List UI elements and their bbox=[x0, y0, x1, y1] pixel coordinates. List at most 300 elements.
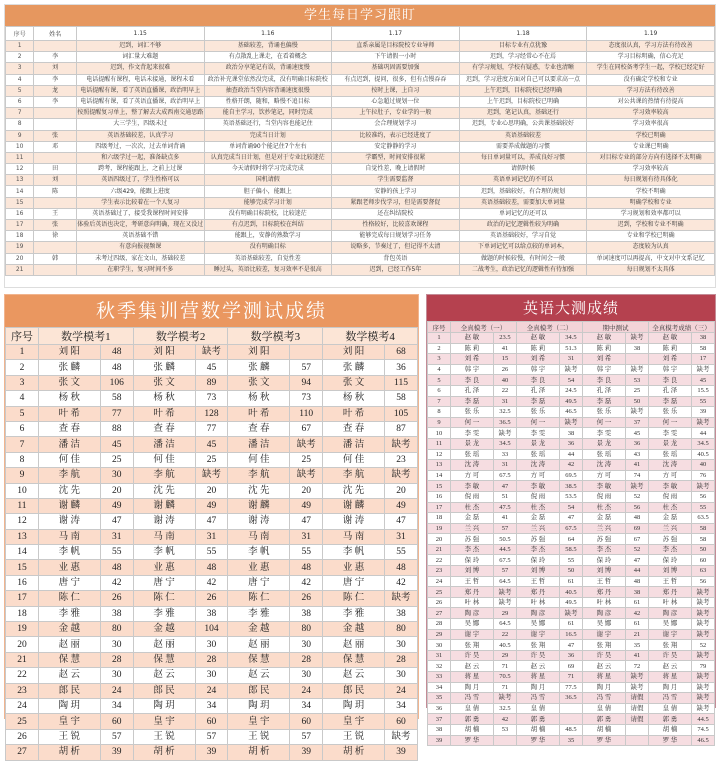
table-cell: 44.5 bbox=[494, 544, 517, 555]
table-cell: 英语四级过了，学生性格可以 bbox=[76, 175, 204, 186]
table-cell: 71 bbox=[494, 661, 517, 672]
table-cell: 缺考 bbox=[692, 682, 715, 693]
table-cell: 没有明确目标院校，比较迷茫 bbox=[204, 208, 332, 219]
table-cell: 缺考 bbox=[195, 468, 228, 483]
table-cell: 31 bbox=[290, 529, 323, 544]
table-cell: 王 锐 bbox=[228, 729, 290, 744]
table-cell: 英语基础过了，接受我课程时间安排 bbox=[76, 208, 204, 219]
table-row bbox=[6, 591, 418, 606]
table-cell: 20 bbox=[385, 483, 418, 498]
table-cell: 30 bbox=[100, 668, 133, 683]
table-cell: 55 bbox=[692, 502, 715, 513]
table-cell: 10 bbox=[428, 428, 451, 439]
table-cell: 安静的孩上学习 bbox=[332, 186, 460, 197]
table-cell: 缺考 bbox=[692, 693, 715, 704]
table-cell: 上午拉肚子，专业学的一般 bbox=[332, 108, 460, 119]
table-row bbox=[428, 333, 715, 344]
table-row bbox=[6, 529, 418, 544]
table-row bbox=[428, 481, 715, 492]
table-cell: 迟到，基础较好，有合理的规划 bbox=[459, 186, 587, 197]
table-cell: 张 乐 bbox=[516, 407, 559, 418]
table-cell: 潘 洁 bbox=[228, 437, 290, 452]
table-cell bbox=[560, 703, 583, 714]
table-cell: 体验后英语也决定，考研意向明确，现在又没过 bbox=[76, 220, 204, 231]
table-row bbox=[6, 406, 418, 421]
table-cell: 47 bbox=[290, 514, 323, 529]
table-cell: 李 帆 bbox=[133, 545, 195, 560]
table-cell: 唐 宁 bbox=[38, 575, 100, 590]
table-cell: 李 雯 bbox=[516, 428, 559, 439]
header-cell: 数学模考1 bbox=[38, 328, 133, 345]
table-cell: 34.5 bbox=[560, 333, 583, 344]
table-cell: 陶 月 bbox=[516, 682, 559, 693]
table-cell: 42 bbox=[100, 575, 133, 590]
table-cell: 苏 强 bbox=[450, 534, 493, 545]
table-cell: 王 哲 bbox=[450, 576, 493, 587]
table-cell: 1 bbox=[6, 345, 39, 360]
table-cell: 李 航 bbox=[38, 468, 100, 483]
table-row bbox=[6, 63, 715, 74]
table-cell: 苏 强 bbox=[516, 534, 559, 545]
table-row bbox=[6, 622, 418, 637]
table-cell: 专业和学校已明确 bbox=[587, 231, 715, 242]
table-cell: 孔 泽 bbox=[582, 385, 625, 396]
table-cell: 1 bbox=[428, 333, 451, 344]
table-cell: 22 bbox=[6, 668, 39, 683]
table-cell: 罗 华 bbox=[450, 735, 493, 746]
table-cell: 陶 月 bbox=[648, 682, 691, 693]
table-cell: 60 bbox=[195, 714, 228, 729]
table-cell: 自觉性差，晚上请假时 bbox=[332, 164, 460, 175]
table-cell: 25 bbox=[290, 452, 323, 467]
table-row bbox=[6, 345, 418, 360]
table-cell: 有点迟到，提问，很多，但有点慢吞吞 bbox=[332, 74, 460, 85]
table-cell: 许 昊 bbox=[516, 650, 559, 661]
table-cell: 9 bbox=[428, 417, 451, 428]
table-cell: 赵 云 bbox=[38, 668, 100, 683]
table-cell bbox=[626, 724, 649, 735]
table-cell: 金 磊 bbox=[516, 513, 559, 524]
table-cell: 金 磊 bbox=[648, 513, 691, 524]
table-cell: 金 越 bbox=[38, 622, 100, 637]
table-cell: 24 bbox=[6, 698, 39, 713]
table-cell: 缺考 bbox=[290, 437, 323, 452]
table-cell: 15 bbox=[494, 354, 517, 365]
table-row bbox=[6, 197, 715, 208]
table-cell: 谢 宇 bbox=[648, 629, 691, 640]
table-cell: 31 bbox=[494, 460, 517, 471]
table-cell: 缺考 bbox=[692, 417, 715, 428]
table-cell: 叶 林 bbox=[516, 597, 559, 608]
table-cell: 55 bbox=[385, 545, 418, 560]
table-cell: 53 bbox=[626, 375, 649, 386]
table-cell: 缺考 bbox=[494, 597, 517, 608]
table-cell: 保 慧 bbox=[228, 652, 290, 667]
table-header-row bbox=[6, 27, 715, 41]
table-row bbox=[6, 745, 418, 760]
table-cell: 马 南 bbox=[133, 529, 195, 544]
table-cell: 14 bbox=[6, 186, 34, 197]
table-cell: 六级429，能跟上进度 bbox=[76, 186, 204, 197]
table-cell: 48 bbox=[100, 360, 133, 375]
table-cell: 缺考 bbox=[692, 629, 715, 640]
table-cell: 郑 丹 bbox=[582, 587, 625, 598]
table-cell: 李 帆 bbox=[323, 545, 385, 560]
table-cell: 明确学校和专业 bbox=[587, 197, 715, 208]
table-cell: 38 bbox=[428, 724, 451, 735]
table-row bbox=[6, 360, 418, 375]
table-cell: 谢 麟 bbox=[228, 498, 290, 513]
table-cell: 电话提醒有课程，电话未接通，课程未看 bbox=[76, 74, 204, 85]
table-cell bbox=[626, 354, 649, 365]
table-cell: 67 bbox=[290, 421, 323, 436]
table-cell: 陈 bbox=[34, 186, 77, 197]
table-row bbox=[6, 253, 715, 264]
table-cell: 46.5 bbox=[692, 735, 715, 746]
table-cell: 何 佳 bbox=[228, 452, 290, 467]
table-cell: 陶 玥 bbox=[228, 698, 290, 713]
table-cell: 沈 涛 bbox=[648, 460, 691, 471]
table-cell: 47 bbox=[385, 514, 418, 529]
table-cell: 24 bbox=[385, 683, 418, 698]
table-cell: 杜 杰 bbox=[516, 502, 559, 513]
table-cell: 刘 希 bbox=[450, 354, 493, 365]
table-cell: 20 bbox=[428, 534, 451, 545]
table-cell: 赵 云 bbox=[133, 668, 195, 683]
header-cell: 1.17 bbox=[332, 27, 460, 41]
table-cell: 赵 云 bbox=[323, 668, 385, 683]
table-cell: 55 bbox=[290, 545, 323, 560]
table-cell: 马 南 bbox=[38, 529, 100, 544]
table-cell: 倪 雨 bbox=[450, 491, 493, 502]
table-cell: 陈 莉 bbox=[648, 343, 691, 354]
table-cell: 23 bbox=[6, 683, 39, 698]
table-cell: 陈 莉 bbox=[582, 343, 625, 354]
table-cell: 6 bbox=[6, 421, 39, 436]
table-cell: 11 bbox=[6, 152, 34, 163]
header-cell: 全真模考成绩（三） bbox=[648, 322, 714, 333]
table-cell: 46.5 bbox=[560, 407, 583, 418]
table-cell: 15 bbox=[6, 197, 34, 208]
table-cell: 胡 楠 bbox=[582, 724, 625, 735]
table-cell: 80 bbox=[385, 622, 418, 637]
table-cell: 张 乐 bbox=[648, 407, 691, 418]
table-cell: 44 bbox=[626, 566, 649, 577]
header-cell: 1.15 bbox=[76, 27, 204, 41]
table-cell: 1 bbox=[6, 41, 34, 52]
table-cell: 缺考 bbox=[626, 364, 649, 375]
math-scores-panel bbox=[4, 294, 419, 758]
table-cell: 李 敏 bbox=[516, 481, 559, 492]
table-cell: 缺考 bbox=[626, 682, 649, 693]
table-cell: 115 bbox=[385, 375, 418, 390]
table-cell: 杜 杰 bbox=[450, 502, 493, 513]
table-cell: 迟到，学校和专业不明确 bbox=[587, 220, 715, 231]
table-cell: 学生表示比较着在一个人复习 bbox=[76, 197, 204, 208]
table-cell: 赵 敏 bbox=[450, 333, 493, 344]
table-cell: 刘 bbox=[34, 63, 77, 74]
table-cell: 兰 兴 bbox=[450, 523, 493, 534]
table-cell: 胆子偏小，能跟上 bbox=[204, 186, 332, 197]
table-cell: 紧跟老师步伐学习，但是需要督促 bbox=[332, 197, 460, 208]
table-cell: 叶 希 bbox=[38, 406, 100, 421]
table-cell: 未考过四级，家在文山，基础较差 bbox=[76, 253, 204, 264]
table-cell: 42 bbox=[195, 575, 228, 590]
table-cell: 李 敏 bbox=[648, 481, 691, 492]
table-cell: 30 bbox=[428, 640, 451, 651]
table-cell: 方 可 bbox=[450, 470, 493, 481]
table-cell: 26 bbox=[6, 729, 39, 744]
table-cell: 60 bbox=[100, 714, 133, 729]
table-cell: 直系亲属是目标院校专业导师 bbox=[332, 41, 460, 52]
table-cell: 20 bbox=[290, 483, 323, 498]
daily-tracking-panel bbox=[4, 4, 716, 288]
table-row bbox=[6, 560, 418, 575]
table-cell: 郎 民 bbox=[323, 683, 385, 698]
table-cell: 49.5 bbox=[560, 396, 583, 407]
table-cell: 45 bbox=[692, 375, 715, 386]
table-row bbox=[6, 220, 715, 231]
table-cell: 李 航 bbox=[133, 468, 195, 483]
table-cell: 34 bbox=[290, 698, 323, 713]
table-cell: 英语基础还行，当堂内容也能记住 bbox=[204, 119, 332, 130]
table-cell: 皇 宇 bbox=[228, 714, 290, 729]
table-cell: 缺考 bbox=[692, 672, 715, 683]
table-cell: 李 杰 bbox=[582, 544, 625, 555]
table-cell: 请假 bbox=[626, 714, 649, 725]
table-cell: 皇 倩 bbox=[648, 703, 691, 714]
table-cell: 张 文 bbox=[38, 375, 100, 390]
table-cell: 12 bbox=[6, 514, 39, 529]
table-cell: 24.5 bbox=[560, 385, 583, 396]
table-cell: 刘 阳 bbox=[38, 345, 100, 360]
table-cell: 请假 bbox=[626, 693, 649, 704]
table-cell: 36 bbox=[560, 438, 583, 449]
table-cell: 58 bbox=[692, 534, 715, 545]
table-cell: 大三学生，四级未过 bbox=[76, 119, 204, 130]
table-cell: 40.5 bbox=[692, 449, 715, 460]
table-cell: 迟到，笔记认真，基础还行 bbox=[459, 108, 587, 119]
table-row bbox=[428, 491, 715, 502]
table-cell: 胡 楠 bbox=[450, 724, 493, 735]
table-cell: 128 bbox=[195, 406, 228, 421]
table-cell: 张 文 bbox=[323, 375, 385, 390]
table-cell: 44 bbox=[692, 428, 715, 439]
header-cell: 序号 bbox=[6, 27, 34, 41]
table-cell: 沈 先 bbox=[323, 483, 385, 498]
table-cell: 67.5 bbox=[494, 470, 517, 481]
table-cell: 谢 宇 bbox=[450, 629, 493, 640]
table-cell: 23 bbox=[428, 566, 451, 577]
table-cell: 57 bbox=[494, 523, 517, 534]
table-cell: 27 bbox=[428, 608, 451, 619]
table-cell: 潘 洁 bbox=[38, 437, 100, 452]
table-cell: 55 bbox=[195, 545, 228, 560]
table-cell: 68 bbox=[385, 345, 418, 360]
table-cell: 查 春 bbox=[38, 421, 100, 436]
table-cell: 52 bbox=[626, 491, 649, 502]
table-cell: 查 春 bbox=[323, 421, 385, 436]
header-cell: 姓名 bbox=[34, 27, 77, 41]
table-row bbox=[428, 417, 715, 428]
table-cell bbox=[494, 735, 517, 746]
table-cell: 缺考 bbox=[560, 364, 583, 375]
table-cell: 37 bbox=[626, 417, 649, 428]
table-row bbox=[6, 375, 418, 390]
table-cell: 56 bbox=[692, 491, 715, 502]
table-cell: 张 瑶 bbox=[582, 449, 625, 460]
table-cell: 47 bbox=[195, 514, 228, 529]
table-cell: 10 bbox=[6, 141, 34, 152]
header-cell: 数学模考3 bbox=[228, 328, 323, 345]
table-cell: 保 慧 bbox=[323, 652, 385, 667]
table-cell: 保 玲 bbox=[582, 555, 625, 566]
table-cell: 何 一 bbox=[450, 417, 493, 428]
table-row bbox=[428, 682, 715, 693]
table-cell: 35 bbox=[560, 735, 583, 746]
table-cell: 70.5 bbox=[494, 672, 517, 683]
table-cell: 李 磊 bbox=[450, 396, 493, 407]
table-cell: 57 bbox=[290, 729, 323, 744]
table-cell: 查 春 bbox=[133, 421, 195, 436]
table-cell: 38 bbox=[626, 343, 649, 354]
table-cell: 48.5 bbox=[560, 724, 583, 735]
table-cell: 缺考 bbox=[692, 597, 715, 608]
table-cell: 39 bbox=[195, 745, 228, 760]
table-cell: 张 乐 bbox=[450, 407, 493, 418]
table-cell: 倪 雨 bbox=[582, 491, 625, 502]
table-cell: 陶 玥 bbox=[323, 698, 385, 713]
table-cell: 88 bbox=[100, 421, 133, 436]
table-cell: 赵 云 bbox=[516, 661, 559, 672]
table-cell: 叶 希 bbox=[323, 406, 385, 421]
table-cell: 8 bbox=[428, 407, 451, 418]
table-cell: 张 文 bbox=[228, 375, 290, 390]
table-cell: 缺考 bbox=[692, 703, 715, 714]
table-row bbox=[6, 96, 715, 107]
table-cell: 龙 bbox=[34, 85, 77, 96]
table-cell: 请假时候 bbox=[459, 164, 587, 175]
table-cell: 保 玲 bbox=[450, 555, 493, 566]
table-cell: 24 bbox=[290, 683, 323, 698]
table-cell: 16 bbox=[428, 491, 451, 502]
table-cell: 李 磊 bbox=[648, 396, 691, 407]
table-cell: 陈 仁 bbox=[133, 591, 195, 606]
table-cell: 景 龙 bbox=[582, 438, 625, 449]
english-scores-title: 英语大测成绩 bbox=[427, 295, 715, 321]
table-cell: 英语单词记忆的不可以 bbox=[459, 175, 587, 186]
table-cell: 30 bbox=[195, 637, 228, 652]
table-cell: 苏 强 bbox=[648, 534, 691, 545]
table-cell: 有学习规划，学校有疑惑，专业也清晰 bbox=[459, 63, 587, 74]
table-cell: 郑 丹 bbox=[450, 587, 493, 598]
table-cell: 26 bbox=[494, 364, 517, 375]
table-cell: 48 bbox=[100, 560, 133, 575]
table-cell: 刘 阳 bbox=[323, 345, 385, 360]
table-cell: 11 bbox=[428, 438, 451, 449]
table-cell: 张 麟 bbox=[133, 360, 195, 375]
table-cell: 94 bbox=[290, 375, 323, 390]
table-row bbox=[428, 640, 715, 651]
table-cell: 7 bbox=[428, 396, 451, 407]
table-cell: 罗 华 bbox=[648, 735, 691, 746]
table-cell: 赵 丽 bbox=[323, 637, 385, 652]
table-row bbox=[428, 364, 715, 375]
table-cell: 李 敏 bbox=[450, 481, 493, 492]
english-scores-panel bbox=[426, 294, 716, 744]
table-row bbox=[6, 208, 715, 219]
table-cell: 34 bbox=[195, 698, 228, 713]
table-cell: 李 磊 bbox=[582, 396, 625, 407]
table-cell: 47 bbox=[560, 513, 583, 524]
table-cell: 能跟上，安静的熟数学习 bbox=[204, 231, 332, 242]
table-cell: 基础较差，背诵也偏慢 bbox=[204, 41, 332, 52]
table-row bbox=[6, 683, 418, 698]
table-cell: 态度很认真，学习方法有待改善 bbox=[587, 41, 715, 52]
table-cell: 田 bbox=[34, 164, 77, 175]
table-cell: 18 bbox=[6, 606, 39, 621]
table-cell: 38 bbox=[626, 587, 649, 598]
table-cell: 55 bbox=[692, 396, 715, 407]
table-cell: 28 bbox=[100, 652, 133, 667]
table-cell: 保 玲 bbox=[648, 555, 691, 566]
table-row bbox=[428, 513, 715, 524]
table-cell: 英语基础较差，认真学习 bbox=[76, 130, 204, 141]
header-cell: 全真模考（一） bbox=[450, 322, 516, 333]
table-cell: 73 bbox=[290, 391, 323, 406]
table-cell: 基础巩固需要加强 bbox=[332, 63, 460, 74]
table-cell bbox=[290, 345, 323, 360]
table-cell: 47 bbox=[560, 640, 583, 651]
table-cell: 67.5 bbox=[560, 523, 583, 534]
table-cell: 张 翔 bbox=[516, 640, 559, 651]
table-row bbox=[6, 85, 715, 96]
table-cell: 皇 倩 bbox=[450, 703, 493, 714]
table-row bbox=[6, 452, 418, 467]
table-cell: 景 龙 bbox=[450, 438, 493, 449]
table-cell: 郎 民 bbox=[38, 683, 100, 698]
table-cell: 28 bbox=[195, 652, 228, 667]
table-cell: 39 bbox=[428, 735, 451, 746]
table-cell: 叶 希 bbox=[228, 406, 290, 421]
table-cell: 性格较好，比较喜欢课程 bbox=[332, 220, 460, 231]
table-cell: 认真完成当日计划，但是对于专业比较迷茫 bbox=[204, 152, 332, 163]
table-cell: 26 bbox=[290, 591, 323, 606]
table-row bbox=[428, 544, 715, 555]
table-cell: 49 bbox=[100, 498, 133, 513]
table-cell: 胡 楠 bbox=[648, 724, 691, 735]
table-cell: 4 bbox=[6, 391, 39, 406]
table-cell: 郎 民 bbox=[228, 683, 290, 698]
table-cell: 沈 涛 bbox=[516, 460, 559, 471]
table-cell: 42 bbox=[385, 575, 418, 590]
table-cell: 学霸型，时间安排很紧 bbox=[332, 152, 460, 163]
table-row bbox=[6, 514, 418, 529]
table-cell: 43 bbox=[626, 449, 649, 460]
table-cell: 张 翔 bbox=[582, 640, 625, 651]
table-cell: 58.5 bbox=[560, 544, 583, 555]
table-cell: 105 bbox=[385, 406, 418, 421]
table-cell: 韩 bbox=[34, 253, 77, 264]
table-cell: 58 bbox=[100, 391, 133, 406]
table-cell bbox=[626, 735, 649, 746]
table-cell: 迟到，已经工作5年 bbox=[332, 264, 460, 275]
table-cell: 电话提醒有课，看了英语直播课，政治明早上 bbox=[76, 96, 204, 107]
table-cell: 吴 娜 bbox=[582, 619, 625, 630]
table-cell: 保 慧 bbox=[38, 652, 100, 667]
table-cell: 杜 杰 bbox=[648, 502, 691, 513]
table-cell: 对公共课的热情有待提高 bbox=[587, 96, 715, 107]
